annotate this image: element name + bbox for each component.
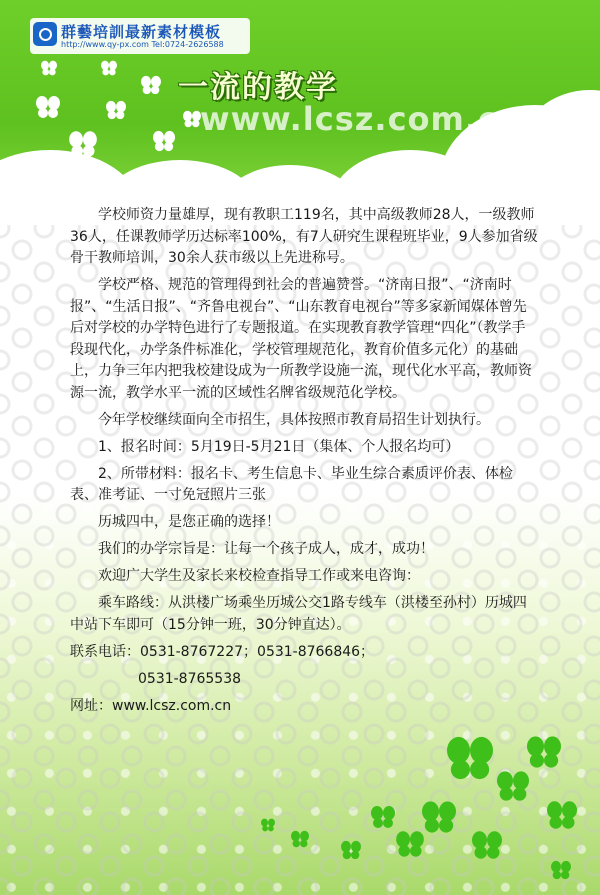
registration-time: 1、报名时间：5月19日-5月21日（集体、个人报名均可） [98,438,460,455]
butterfly-icon [40,60,58,76]
green-butterfly-icon [470,830,504,860]
green-butterfly-icon [545,800,579,830]
paragraph-enrollment: 今年学校继续面向全市招生，具体按照市教育局招生计划执行。 [98,411,490,428]
green-butterfly-icon [495,770,531,802]
slogan-choice: 历城四中，是您正确的选择！ [98,514,280,530]
header-banner [0,0,600,225]
welcome-text: 欢迎广大学生及家长来校检查指导工作或来电咨询： [98,568,420,584]
green-butterfly-icon [290,830,310,848]
website-address: 网址：www.lcsz.com.cn [70,697,232,714]
contact-phone-2: 0531-8765538 [138,670,242,687]
butterfly-icon [140,75,162,95]
butterfly-icon [152,130,176,152]
website-watermark: www.lcsz.com.cn [200,100,522,138]
paragraph-staff: 学校师资力量雄厚，现有教职工119名，其中高级教师28人，一级教师36人，任课教师学历达标率100%，有7人研究生课程班毕业，9人参加省级骨干教师培训，30余人获市级以上先进称号。 [70,207,538,266]
green-butterfly-icon [260,818,276,832]
logo-icon [33,22,57,46]
paragraph-management: 学校严格、规范的管理得到社会的普遍赞誉。“济南日报”、“济南时报”、“生活日报”、“齐鲁电视台”、“山东教育电视台”等多家新闻媒体曾先后对学校的办学特色进行了专题报道。在实现教育教学管理“四化”（教学手段现代化，办学条件标准化，学校管理规范化，教育价值多元化）的基础上，力争三年内把我校建设成为一所教学设施一流，现代化水平高，教师资源一流，教学水平一流的区域性名牌省级规范化学校。 [70,277,532,401]
butterfly-icon [105,100,127,120]
slogan-mission: 我们的办学宗旨是：让每一个孩子成人，成才，成功！ [98,541,434,557]
body-text [70,205,538,717]
logo-title: 群藝培訓最新素材模板 [61,23,222,41]
green-butterfly-icon [395,830,425,858]
green-butterfly-icon [445,735,495,781]
green-butterfly-icon [525,735,563,769]
green-butterfly-icon [370,805,396,829]
butterfly-icon [100,60,118,76]
page-title: 一流的教学 [178,70,338,105]
green-butterfly-icon [550,860,572,880]
butterfly-icon [35,95,61,119]
contact-phone: 联系电话：0531-8767227；0531-8766846； [70,643,375,660]
bus-route: 乘车路线：从洪楼广场乘坐历城公交1路专线车（洪楼至孙村）历城四中站下车即可（15分钟一班，30分钟直达）。 [70,595,527,633]
green-butterfly-icon [420,800,458,834]
brand-logo [30,18,250,54]
butterfly-icon [182,110,202,128]
required-materials: 2、所带材料：报名卡、考生信息卡、毕业生综合素质评价表、体检表、准考证、一寸免冠照片三张 [70,465,513,503]
green-butterfly-icon [340,840,362,860]
butterfly-icon [68,130,98,158]
logo-subtitle: http://www.qy-px.com Tel:0724-2626588 [61,40,224,49]
